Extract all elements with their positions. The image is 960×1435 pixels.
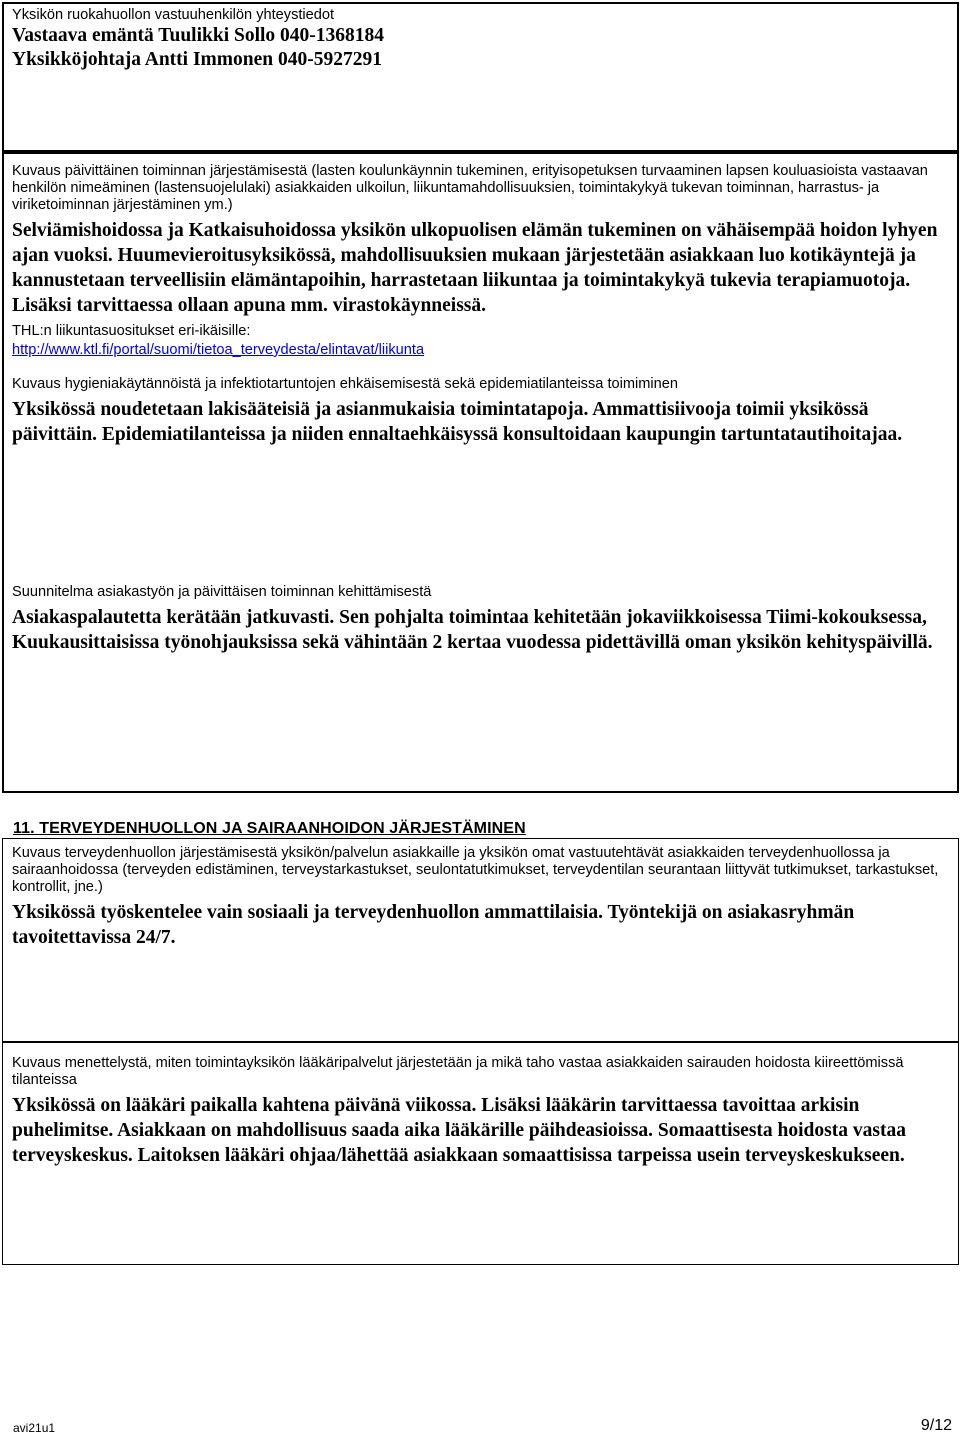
doctor-answer: Yksikössä on lääkäri paikalla kahtena päivänä viikossa. Lisäksi lääkärin tarvittaessa tavoittaa arkisin puhelimitse. Asiakkaan on mahdollisuus saada aika lääkärille päihdeasioissa. Somaattisesta hoidosta vastaa terveyskeskus. Laitoksen lääkäri ohjaa/lähettää asiakkaan somaattisissa tarpeissa usein terveyskeskukseen. (12, 1095, 906, 1166)
contact-title: Yksikön ruokahuollon vastuuhenkilön yhteystiedot (12, 7, 335, 23)
development-plan-block (12, 584, 948, 655)
contact-section (12, 7, 942, 72)
hygiene-answer: Yksikössä noudetetaan lakisääteisiä ja asianmukaisia toimintatapoja. Ammattisiivooja toimii yksikössä päivittäin. Epidemiatilanteissa ja niiden ennaltaehkäisyssä konsultoidaan kaupungin tartuntatautihoitajaa. (12, 399, 903, 445)
footer-doc-code: avi21u1 (13, 1421, 56, 1435)
development-plan-answer: Asiakaspalautetta kerätään jatkuvasti. Sen pohjalta toimintaa kehitetään jokaviikkoisessa Tiimi-kokouksessa, Kuukausittaisissa työnohjauksissa sekä vähintään 2 kertaa vuodessa pidettävillä oman yksikön kehityspäivillä. (12, 607, 933, 653)
hygiene-description: Kuvaus hygieniakäytännöistä ja infektiotartuntojen ehkäisemisestä sekä epidemiatilanteissa toimiminen (12, 376, 679, 392)
daily-activities-answer: Selviämishoidossa ja Katkaisuhoidossa yksikön ulkopuolisen elämän tukeminen on vähäisempää hoidon lyhyen ajan vuoksi. Huumevieroitusyksikössä, mahdollisuuksien mukaan järjestetään asiakkaan luo kotikäyntejä ja kannustetaan terveellisiin elämäntapoihin, harrastetaan liikuntaa ja toimintakykyä tukevia terapiamuotoja. Lisäksi tarvittaessa ollaan apuna mm. virastokäynneissä. (12, 220, 938, 316)
doctor-block (12, 1055, 942, 1168)
daily-activities-description: Kuvaus päivittäinen toiminnan järjestämisestä (lasten koulunkäynnin tukeminen, erityisopetuksen turvaaminen lapsen kouluasioista vastaavan henkilön nimeäminen (lastensuojelulaki) asiakkaiden ulkoilun, liikuntamahdollisuuksien, toimintakykyä tukevan toiminnan, harrastus- ja viriketoiminnan järjestäminen ym.) (12, 163, 928, 213)
health-answer: Yksikössä työskentelee vain sosiaali ja terveydenhuollon ammattilaisia. Työntekijä on asiakasryhmän tavoitettavissa 24/7. (12, 902, 855, 948)
hygiene-block (12, 376, 948, 447)
footer-page-number: 9/12 (920, 1417, 952, 1434)
daily-activities-block (12, 163, 948, 359)
thl-label: THL:n liikuntasuositukset eri-ikäisille: (12, 323, 251, 339)
contact-line-emanta: Vastaava emäntä Tuulikki Sollo 040-1368184 (12, 25, 385, 46)
section-11-title: 11. TERVEYDENHUOLLON JA SAIRAANHOIDON JÄRJESTÄMINEN (13, 820, 526, 837)
contact-line-yksikkojohtaja: Yksikköjohtaja Antti Immonen 040-5927291 (12, 49, 382, 70)
health-description: Kuvaus terveydenhuollon järjestämisestä yksikön/palvelun asiakkaille ja yksikön omat vastuutehtävät asiakkaiden terveydenhuollossa ja sairaanhoidossa (terveyden edistäminen, terveystarkastukset, seulontatutkimukset, terveydentilan seurantaan liittyvät tutkimukset, tarkastukset, kontrollit, jne.) (12, 845, 939, 895)
doctor-description: Kuvaus menettelystä, miten toimintayksikön lääkäripalvelut järjestetään ja mikä taho vastaa asiakkaiden sairauden hoidosta kiireettömissä tilanteissa (12, 1055, 904, 1088)
development-plan-description: Suunnitelma asiakastyön ja päivittäisen toiminnan kehittämisestä (12, 584, 432, 600)
thl-link[interactable]: http://www.ktl.fi/portal/suomi/tietoa_terveydesta/elintavat/liikunta (12, 342, 425, 358)
health-block (12, 845, 942, 950)
